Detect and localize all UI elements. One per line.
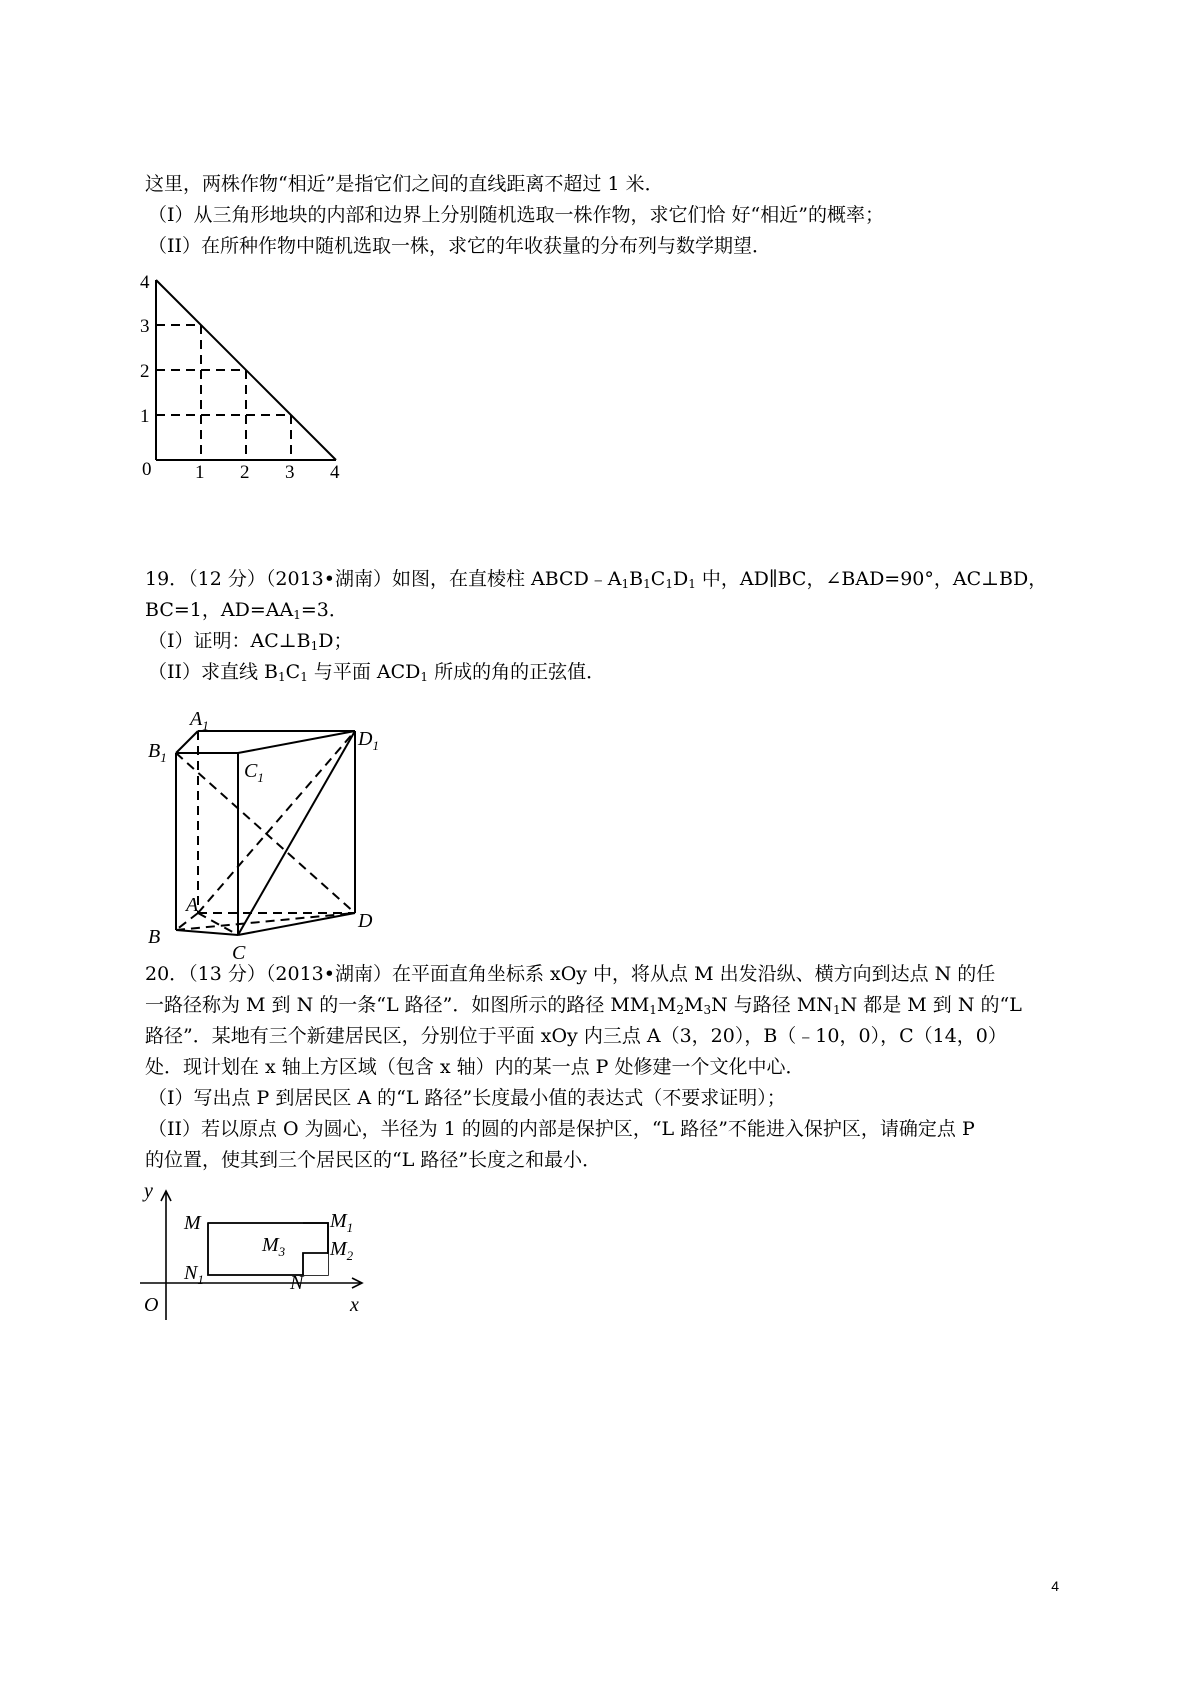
p19-label-B: B [148, 926, 161, 948]
p18-intro: 这里，两株作物“相近”是指它们之间的直线距离不超过 1 米． [145, 173, 664, 195]
p20-label-N1: $N_1$ [184, 1262, 204, 1287]
p18-y-tick-1: 1 [140, 406, 150, 427]
p19-question-2: （II）求直线 $B_1C_1$ 与平面 $ACD_1$ 所成的角的正弦值． [148, 661, 606, 684]
p20-question-2b: 的位置，使其到三个居民区的“L 路径”长度之和最小． [145, 1149, 602, 1171]
p20-question-2a: （II）若以原点 O 为圆心，半径为 1 的圆的内部是保护区，“L 路径”不能进入保护区，请确定点 P [148, 1118, 975, 1140]
p18-question-1: （I）从三角形地块的内部和边界上分别随机选取一株作物，求它们恰 好“相近”的概率； [148, 204, 884, 226]
p20-question-1: （I）写出点 P 到居民区 A 的“L 路径”长度最小值的表达式（不要求证明）； [148, 1087, 786, 1109]
p19-label-D1: $D_1$ [358, 728, 379, 753]
p20-line-1: 20．（13 分）（2013•湖南）在平面直角坐标系 xOy 中，将从点 M 出发沿纵、横方向到达点 N 的任 [145, 963, 996, 985]
p20-label-M: M [184, 1212, 201, 1234]
p20-label-y: y [144, 1180, 153, 1202]
p19-label-A: A [186, 894, 199, 916]
p19-label-A1: $A_1$ [190, 708, 209, 733]
p19-label-C: C [232, 942, 246, 964]
p20-line-3: 路径”．某地有三个新建居民区，分别位于平面 xOy 内三点 A（3，20），B（﹣10，0），C（14，0） [145, 1025, 1007, 1047]
p18-y-tick-4: 4 [140, 272, 150, 293]
p20-l-path-figure [140, 1180, 390, 1325]
p18-question-2: （II）在所种作物中随机选取一株，求它的年收获量的分布列与数学期望． [148, 235, 772, 257]
p19-label-C1: $C_1$ [244, 760, 264, 785]
p18-x-tick-4: 4 [330, 462, 340, 483]
p18-y-tick-3: 3 [140, 316, 150, 337]
p18-x-tick-1: 1 [195, 462, 205, 483]
p19-question-1: （I）证明：$AC\perp B_1D$； [148, 630, 353, 653]
p20-label-M1: $M_1$ [330, 1210, 354, 1235]
p19-label-D: D [358, 910, 373, 932]
page-number: 4 [1051, 1578, 1059, 1594]
p19-given: BC=1，$AD=AA_1=3$． [145, 599, 348, 622]
p19-label-B1: $B_1$ [148, 740, 167, 765]
p19-prism-figure [140, 695, 400, 965]
p20-label-x: x [350, 1294, 359, 1316]
p18-x-tick-0: 0 [142, 459, 152, 480]
p20-line-2: 一路径称为 M 到 N 的一条“L 路径”．如图所示的路径 $MM_1M_2M_3N$ 与路径 $MN_1N$ 都是 M 到 N 的“L [145, 994, 1022, 1017]
p20-label-O: O [144, 1294, 159, 1316]
p20-label-M2: $M_2$ [330, 1238, 354, 1263]
p18-x-tick-2: 2 [240, 462, 250, 483]
p20-label-M3: $M_3$ [262, 1234, 286, 1259]
p18-y-tick-2: 2 [140, 361, 150, 382]
p18-x-tick-3: 3 [285, 462, 295, 483]
p18-triangle-figure [140, 270, 370, 510]
p20-line-4: 处．现计划在 x 轴上方区域（包含 x 轴）内的某一点 P 处修建一个文化中心． [145, 1056, 805, 1078]
p20-label-N: N [290, 1272, 304, 1294]
p19-heading: 19．（12 分）（2013•湖南）如图，在直棱柱 $ABCD﹣A_1B_1C_1D_1$ 中，AD∥BC，∠BAD=90°，AC⊥BD， [145, 568, 1048, 591]
